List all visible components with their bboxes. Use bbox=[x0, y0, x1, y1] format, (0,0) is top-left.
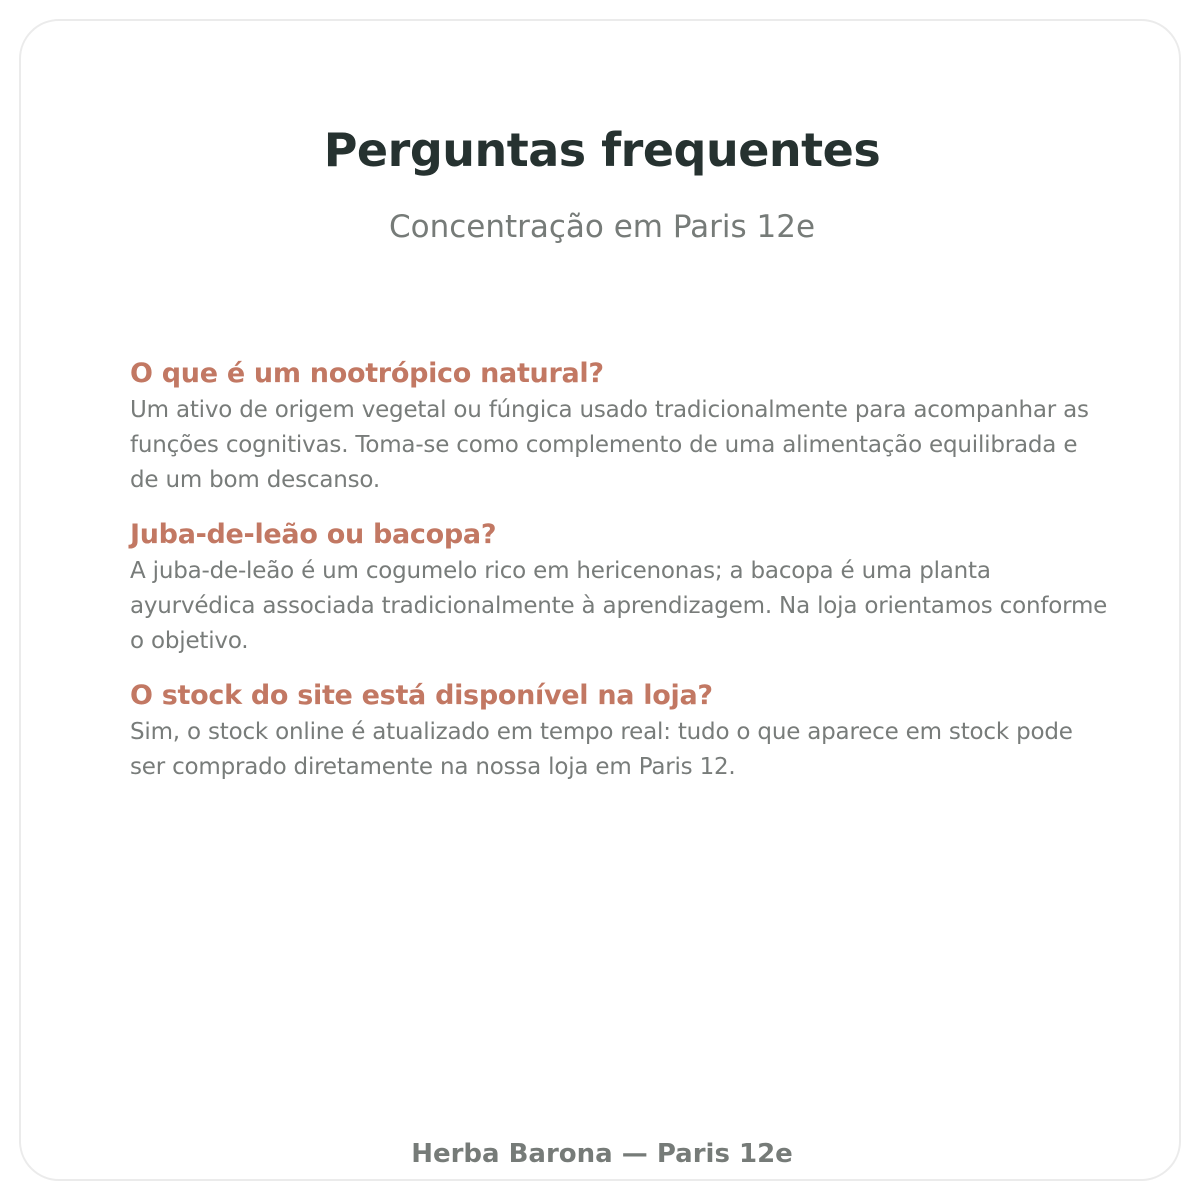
faq-card bbox=[19, 19, 1181, 1181]
page-subtitle: Concentração em Paris 12e bbox=[388, 209, 816, 245]
faq-question: O stock do site está disponível na loja? bbox=[130, 680, 713, 711]
faq-answer: Um ativo de origem vegetal ou fúngica usado tradicionalmente para acompanhar as funções cognitivas. Toma-se como complemento de uma alimentação equilibrada e de um bom descanso. bbox=[130, 397, 1089, 493]
faq-item bbox=[130, 677, 1110, 785]
faq-question: Juba-de-leão ou bacopa? bbox=[130, 519, 497, 550]
faq-item bbox=[130, 516, 1110, 659]
faq-answer: A juba-de-leão é um cogumelo rico em hericenonas; a bacopa é uma planta ayurvédica associada tradicionalmente à aprendizagem. Na loja orientamos conforme o objetivo. bbox=[130, 558, 1108, 654]
faq-answer: Sim, o stock online é atualizado em tempo real: tudo o que aparece em stock pode ser comprado diretamente na nossa loja em Paris 12. bbox=[130, 719, 1073, 780]
page-title: Perguntas frequentes bbox=[323, 123, 881, 177]
faq-question: O que é um nootrópico natural? bbox=[130, 358, 604, 389]
footer-brand: Herba Barona — Paris 12e bbox=[411, 1139, 793, 1169]
faq-item bbox=[130, 355, 1110, 498]
faq-list bbox=[130, 355, 1110, 803]
